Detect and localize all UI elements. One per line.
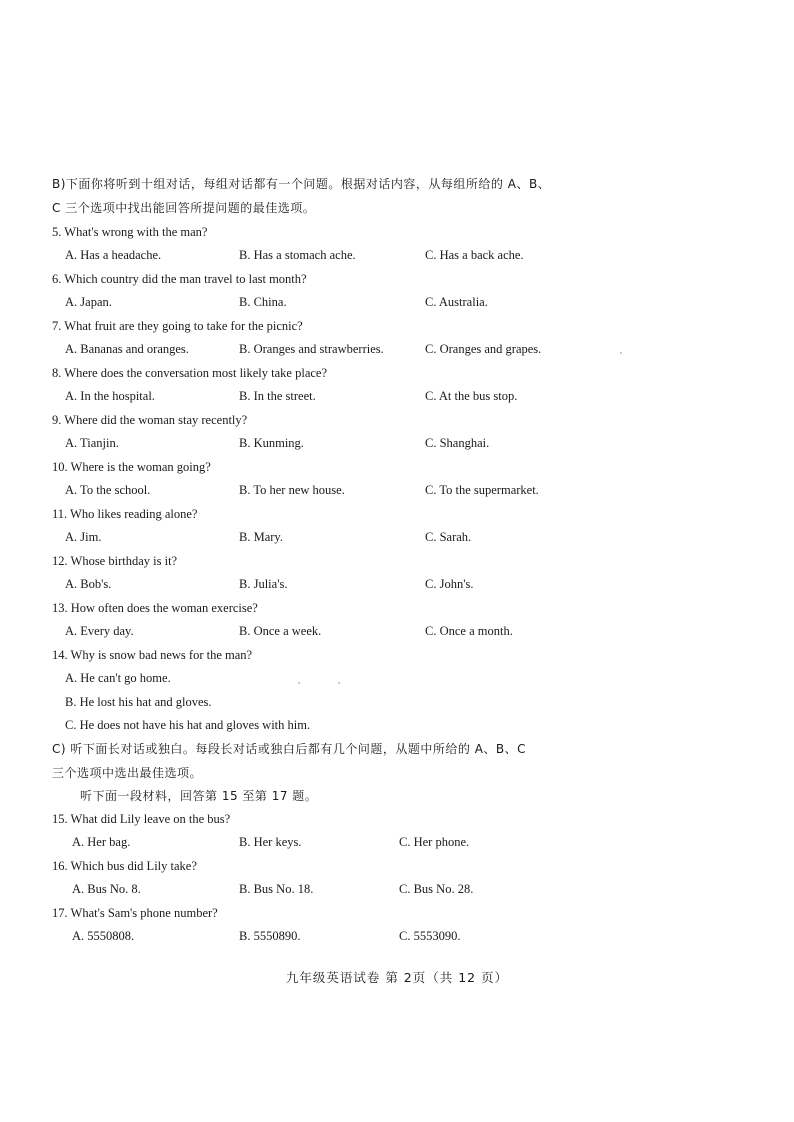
question-13: 13. How often does the woman exercise? (52, 601, 258, 615)
q5-option-a: A. Has a headache. (65, 248, 162, 262)
section-c-sub-instruction: 听下面一段材料，回答第 15 至第 17 题。 (80, 789, 318, 803)
question-7: 7. What fruit are they going to take for the picnic? (52, 319, 303, 333)
q10-option-b: B. To her new house. (239, 483, 345, 497)
q12-option-a: A. Bob's. (65, 577, 112, 591)
q13-option-a: A. Every day. (65, 624, 134, 638)
q12-option-c: C. John's. (425, 577, 474, 591)
section-b-instruction-2: C 三个选项中找出能回答所提问题的最佳选项。 (52, 201, 316, 215)
q6-option-c: C. Australia. (425, 295, 488, 309)
q10-option-c: C. To the supermarket. (425, 483, 539, 497)
q13-option-b: B. Once a week. (239, 624, 322, 638)
q7-option-a: A. Bananas and oranges. (65, 342, 189, 356)
q9-option-a: A. Tianjin. (65, 436, 119, 450)
q8-option-c: C. At the bus stop. (425, 389, 518, 403)
q16-option-c: C. Bus No. 28. (399, 882, 474, 896)
question-16: 16. Which bus did Lily take? (52, 859, 197, 873)
q12-option-b: B. Julia's. (239, 577, 288, 591)
q17-option-b: B. 5550890. (239, 929, 301, 943)
q7-option-b: B. Oranges and strawberries. (239, 342, 384, 356)
q14-option-a: A. He can't go home. (65, 671, 171, 685)
q16-option-a: A. Bus No. 8. (72, 882, 141, 896)
q6-option-a: A. Japan. (65, 295, 112, 309)
question-10: 10. Where is the woman going? (52, 460, 211, 474)
q11-option-c: C. Sarah. (425, 530, 472, 544)
question-15: 15. What did Lily leave on the bus? (52, 812, 231, 826)
page-footer (0, 968, 794, 986)
q17-option-c: C. 5553090. (399, 929, 461, 943)
q11-option-a: A. Jim. (65, 530, 102, 544)
q13-option-c: C. Once a month. (425, 624, 513, 638)
q9-option-c: C. Shanghai. (425, 436, 490, 450)
q11-option-b: B. Mary. (239, 530, 283, 544)
q8-option-a: A. In the hospital. (65, 389, 155, 403)
section-c-instruction-2: 三个选项中选出最佳选项。 (52, 766, 203, 780)
q6-option-b: B. China. (239, 295, 287, 309)
section-b-instruction-1: B)下面你将听到十组对话，每组对话都有一个问题。根据对话内容，从每组所给的 A、B、 (52, 177, 551, 191)
q15-option-c: C. Her phone. (399, 835, 470, 849)
q14-option-b: B. He lost his hat and gloves. (65, 695, 212, 709)
q7-option-c: C. Oranges and grapes. (425, 342, 542, 356)
q9-option-b: B. Kunming. (239, 436, 304, 450)
question-12: 12. Whose birthday is it? (52, 554, 178, 568)
section-c-instruction-1: C) 听下面长对话或独白。每段长对话或独白后都有几个问题，从题中所给的 A、B、C (52, 742, 527, 756)
q8-option-b: B. In the street. (239, 389, 316, 403)
question-5: 5. What's wrong with the man? (52, 225, 208, 239)
q5-option-b: B. Has a stomach ache. (239, 248, 356, 262)
q14-option-c: C. He does not have his hat and gloves with him. (65, 718, 311, 732)
footer-page-number: 九年级英语试卷 第 2页（共 12 页） (285, 970, 509, 985)
question-14: 14. Why is snow bad news for the man? (52, 648, 253, 662)
q17-option-a: A. 5550808. (72, 929, 135, 943)
scan-speck (620, 352, 622, 354)
question-9: 9. Where did the woman stay recently? (52, 413, 248, 427)
q15-option-b: B. Her keys. (239, 835, 302, 849)
q10-option-a: A. To the school. (65, 483, 151, 497)
scan-speck (298, 682, 300, 684)
question-17: 17. What's Sam's phone number? (52, 906, 218, 920)
scan-speck (338, 682, 340, 684)
question-8: 8. Where does the conversation most likely take place? (52, 366, 328, 380)
question-6: 6. Which country did the man travel to last month? (52, 272, 307, 286)
question-11: 11. Who likes reading alone? (52, 507, 198, 521)
q16-option-b: B. Bus No. 18. (239, 882, 314, 896)
q15-option-a: A. Her bag. (72, 835, 131, 849)
q5-option-c: C. Has a back ache. (425, 248, 524, 262)
